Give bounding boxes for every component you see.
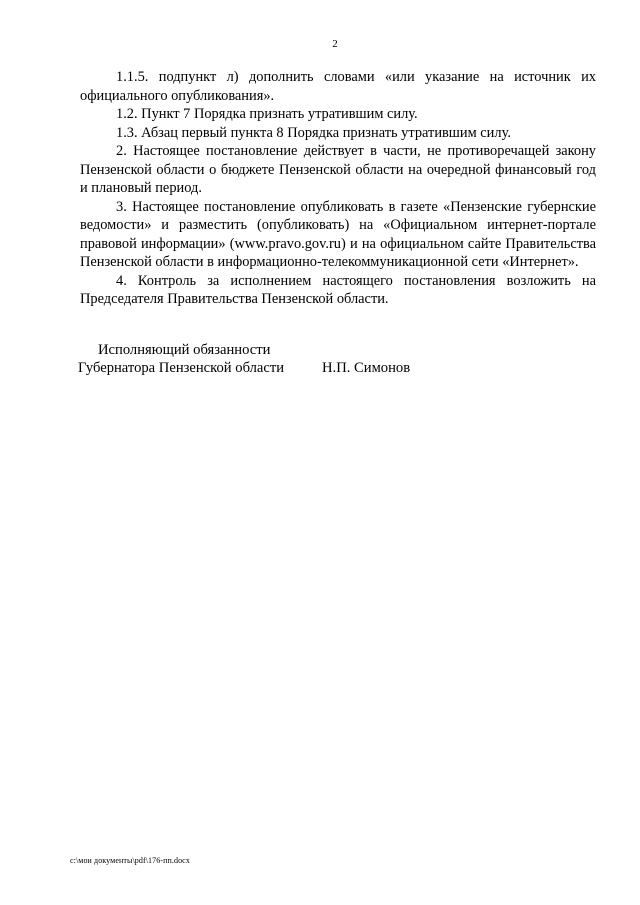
paragraph-1-3: 1.3. Абзац первый пункта 8 Порядка признать утратившим силу. — [116, 124, 511, 141]
paragraph-2: 2. Настоящее постановление действует в части, не противоречащей закону Пензенской области о бюджете Пензенской области на очередной финансовый год и плановый период. — [80, 143, 596, 196]
signatory-title-line2: Губернатора Пензенской области — [78, 360, 285, 376]
document-body — [80, 68, 596, 309]
signatory-name: Н.П. Симонов — [322, 360, 411, 376]
page-number: 2 — [332, 38, 338, 50]
signatory-title-line1: Исполняющий обязанности — [98, 342, 271, 358]
paragraph-3: 3. Настоящее постановление опубликовать в газете «Пензенские губернские ведомости» и разместить (опубликовать) на «Официальном интернет-портале правовой информации» (www.pravo.gov.ru) и на официальном сайте Правительства Пензенской области в информационно-телекоммуникационной сети «Интернет». — [80, 198, 596, 270]
footer-file-path: c:\мои документы\pdf\176-пп.docx — [70, 856, 190, 865]
paragraph-1-2: 1.2. Пункт 7 Порядка признать утратившим силу. — [116, 106, 418, 122]
paragraph-1-1-5: 1.1.5. подпункт л) дополнить словами «или указание на источник их официального опубликования». — [80, 69, 596, 104]
paragraph-4: 4. Контроль за исполнением настоящего постановления возложить на Председателя Правительства Пензенской области. — [80, 272, 596, 307]
